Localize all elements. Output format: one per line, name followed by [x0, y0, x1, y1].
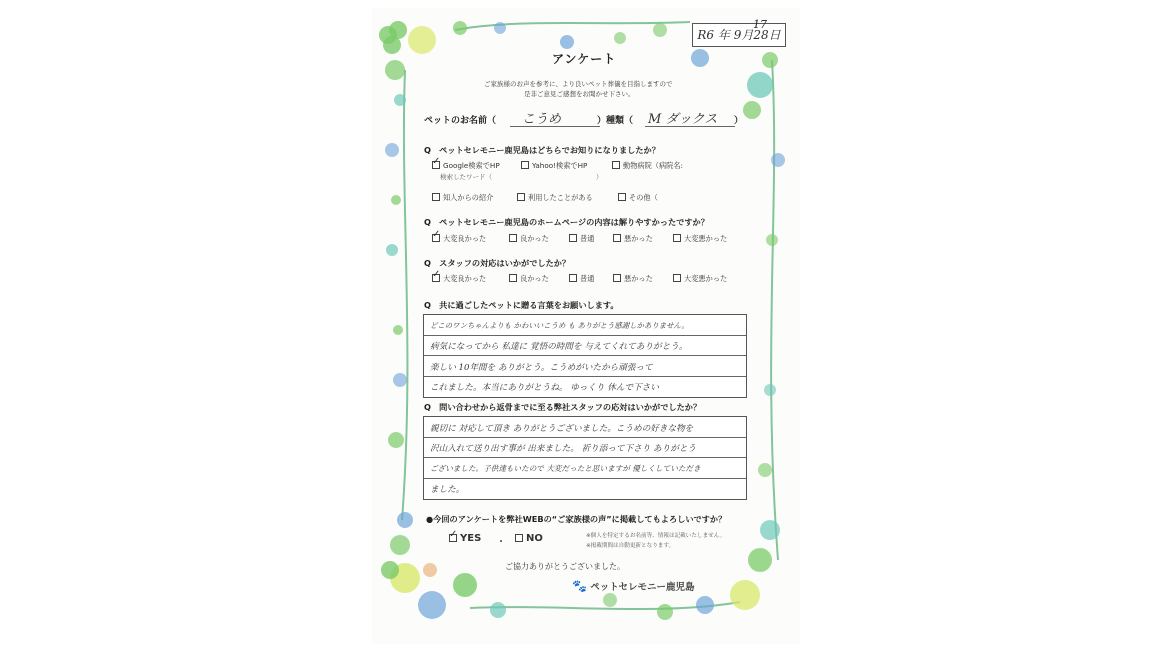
- date-box: [692, 18, 786, 47]
- q1-option-vet[interactable]: 動物病院（病院名:: [612, 161, 683, 171]
- ruled-line: [424, 437, 746, 438]
- checkbox[interactable]: [515, 534, 523, 542]
- checkbox-checked[interactable]: [432, 274, 440, 282]
- q6-option-no[interactable]: NO: [515, 533, 543, 544]
- q3-option-very-good[interactable]: ✓大変良かった: [432, 274, 486, 284]
- q3-question: Q スタッフの対応はいかがでしたか？: [424, 258, 571, 268]
- checkbox[interactable]: [613, 274, 621, 282]
- q2-option-good[interactable]: 良かった: [509, 234, 549, 244]
- checkbox[interactable]: [673, 274, 681, 282]
- q1-search-word-close: ）: [596, 173, 603, 181]
- ruled-line: [424, 376, 746, 377]
- q5-question: Q 問い合わせから返骨までに至る弊社スタッフの応対はいかがでしたか？: [424, 402, 702, 412]
- q5-answer-line-3: ございました。子供達もいたので 大変だったと思いますが 優しくしていただき: [430, 464, 701, 473]
- ruled-line: [424, 335, 746, 336]
- q6-note-1: ※個人を特定するお名前等、情報は記載いたしません。: [586, 533, 726, 539]
- q6-separator: ・: [496, 537, 506, 548]
- q6-option-yes[interactable]: ✓YES: [449, 533, 481, 544]
- page-title: アンケート: [552, 52, 617, 66]
- q1-option-friend[interactable]: 知人からの紹介: [432, 193, 493, 203]
- pet-name-label: ペットのお名前（: [424, 116, 497, 126]
- pet-type-value[interactable]: M ダックス: [648, 112, 718, 127]
- q4-question: Q 共に過ごしたペットに贈る言葉をお願いします。: [424, 300, 619, 310]
- checkbox[interactable]: [569, 234, 577, 242]
- company-logo: [572, 579, 694, 593]
- q3-option-bad[interactable]: 悪かった: [613, 274, 653, 284]
- intro-line-1: ご家族様のお声を参考に、より良いペット葬儀を目指しますので: [484, 80, 673, 88]
- checkbox[interactable]: [673, 234, 681, 242]
- checkbox[interactable]: [509, 234, 517, 242]
- checkbox[interactable]: [612, 161, 620, 169]
- q5-answer-line-2: 沢山入れて送り出す事が 出来ました。 祈り添って下さり ありがとう: [430, 444, 697, 454]
- checkbox[interactable]: [432, 193, 440, 201]
- q1-question: Q ペットセレモニー鹿児島はどちらでお知りになりましたか？: [424, 145, 660, 155]
- date-handwritten: R6 年 9月28日: [697, 28, 781, 42]
- checkbox-checked[interactable]: [432, 234, 440, 242]
- q2-option-normal[interactable]: 普通: [569, 234, 594, 244]
- checkbox[interactable]: [521, 161, 529, 169]
- checkbox-checked[interactable]: [449, 534, 457, 542]
- q1-search-word-label: 検索したワード（: [440, 173, 492, 181]
- q4-answer-line-1: どこのワンちゃんよりも かわいいこうめ も ありがとう感謝しかありません。: [430, 321, 689, 330]
- pet-type-underline: [645, 126, 735, 127]
- pet-type-close: ）: [734, 116, 744, 126]
- company-logo-text: ペットセレモニー鹿児島: [590, 582, 695, 593]
- intro-line-2: 是非ご意見ご感想をお聞かせ下さい。: [524, 90, 635, 98]
- q1-option-yahoo[interactable]: Yahoo!検索でHP: [521, 161, 587, 171]
- checkbox[interactable]: [613, 234, 621, 242]
- footer-thanks: ご協力ありがとうございました。: [505, 562, 625, 571]
- checkbox-checked[interactable]: [432, 161, 440, 169]
- q5-answer-box[interactable]: [423, 416, 747, 500]
- q2-option-very-bad[interactable]: 大変悪かった: [673, 234, 727, 244]
- checkbox[interactable]: [517, 193, 525, 201]
- checkbox[interactable]: [509, 274, 517, 282]
- q1-option-google[interactable]: ✓Google検索でHP: [432, 161, 500, 171]
- q4-answer-line-3: 楽しい 10年間を ありがとう。こうめがいたから頑張って: [430, 363, 653, 373]
- q5-answer-line-4: ました。: [430, 485, 465, 495]
- pet-name-value[interactable]: こうめ: [522, 112, 562, 127]
- q1-option-other[interactable]: その他（: [618, 193, 658, 203]
- q4-answer-line-2: 病気になってから 私達に 覚悟の時間を 与えてくれてありがとう。: [430, 342, 688, 352]
- checkbox[interactable]: [569, 274, 577, 282]
- ruled-line: [424, 457, 746, 458]
- q3-option-good[interactable]: 良かった: [509, 274, 549, 284]
- q2-option-very-good[interactable]: ✓大変良かった: [432, 234, 486, 244]
- checkbox[interactable]: [618, 193, 626, 201]
- q1-option-used-before[interactable]: 利用したことがある: [517, 193, 593, 203]
- paw-icon: 🐾: [572, 579, 587, 593]
- q6-note-2: ※掲載期間は自動更新となります。: [586, 543, 675, 549]
- q3-option-normal[interactable]: 普通: [569, 274, 594, 284]
- q2-option-bad[interactable]: 悪かった: [613, 234, 653, 244]
- q2-question: Q ペットセレモニー鹿児島のホームページの内容は解りやすかったですか？: [424, 217, 709, 227]
- ruled-line: [424, 355, 746, 356]
- pet-name-underline: [510, 126, 600, 127]
- pet-type-label: ）種類（: [597, 116, 634, 126]
- q5-answer-line-1: 親切に 対応して頂き ありがとうございました。こうめの好きな物を: [430, 424, 694, 434]
- q4-answer-line-4: これました。本当にありがとうね。 ゆっくり 休んで下さい: [430, 383, 659, 393]
- q3-option-very-bad[interactable]: 大変悪かった: [673, 274, 727, 284]
- date-superscript: 17: [753, 18, 767, 31]
- ruled-line: [424, 478, 746, 479]
- q6-question: ●今回のアンケートを弊社WEBの“ご家族様の声”に掲載してもよろしいですか？: [426, 514, 727, 524]
- q4-answer-box[interactable]: [423, 314, 747, 398]
